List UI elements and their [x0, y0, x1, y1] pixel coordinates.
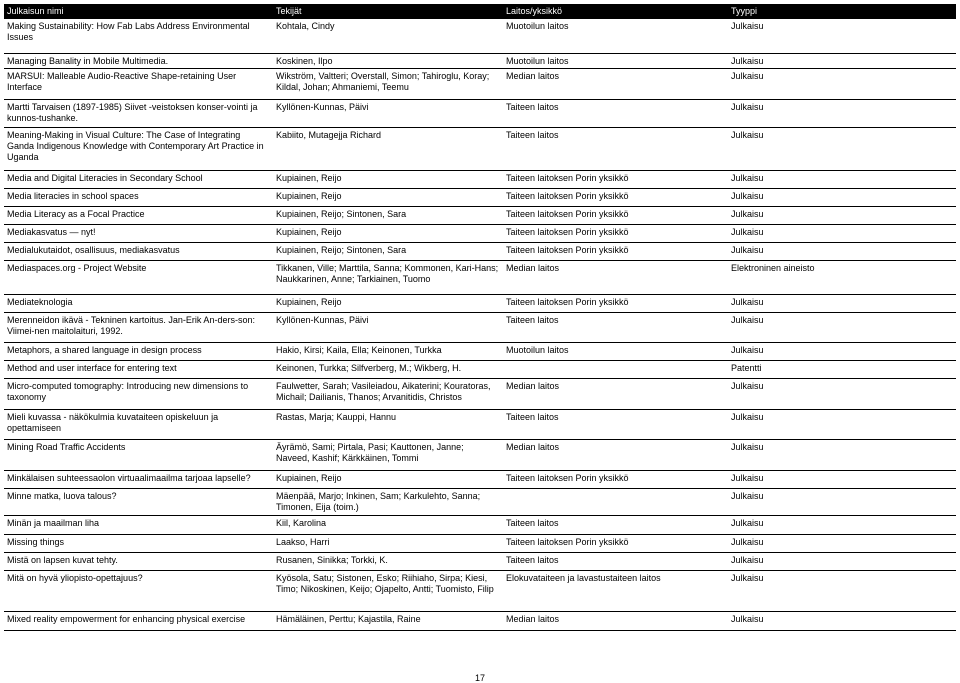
row-title: Mediakasvatus — nyt!	[7, 227, 96, 237]
table-header	[4, 4, 956, 18]
row-unit: Taiteen laitoksen Porin yksikkö	[506, 245, 629, 255]
row-type: Patentti	[731, 363, 762, 373]
row-title: Mistä on lapsen kuvat tehty.	[7, 555, 118, 565]
table-row	[4, 170, 956, 188]
row-unit: Muotoilun laitos	[506, 56, 569, 66]
row-unit: Median laitos	[506, 381, 560, 391]
row-title: Mediaspaces.org - Project Website	[7, 263, 147, 273]
row-unit: Median laitos	[506, 614, 560, 624]
table-row	[4, 342, 956, 360]
row-authors: Mäenpää, Marjo; Inkinen, Sam; Karkulehto, Sanna; Timonen, Eija (toim.)	[276, 491, 481, 512]
row-unit: Taiteen laitoksen Porin yksikkö	[506, 191, 629, 201]
row-type: Julkaisu	[731, 555, 764, 565]
row-unit: Taiteen laitos	[506, 555, 559, 565]
row-type: Elektroninen aineisto	[731, 263, 815, 273]
table-row	[4, 409, 956, 439]
row-unit: Muotoilun laitos	[506, 345, 569, 355]
table-row	[4, 68, 956, 99]
row-authors: Hämäläinen, Perttu; Kajastila, Raine	[276, 614, 421, 624]
table-row	[4, 360, 956, 378]
row-type: Julkaisu	[731, 315, 764, 325]
row-authors: Kyösola, Satu; Sistonen, Esko; Riihiaho, Sirpa; Kiesi, Timo; Nikoskinen, Keijo; Ojapelto, Antti; Tuomisto, Filip	[276, 573, 494, 594]
table-row	[4, 439, 956, 470]
row-type: Julkaisu	[731, 537, 764, 547]
row-authors: Hakio, Kirsi; Kaila, Ella; Keinonen, Turkka	[276, 345, 442, 355]
row-authors: Kabiito, Mutagejja Richard	[276, 130, 382, 140]
table-row	[4, 99, 956, 127]
row-title: Meaning-Making in Visual Culture: The Case of Integrating Ganda Indigenous Knowledge with Contemporary Art Practice in Uganda	[7, 130, 264, 162]
table-row	[4, 294, 956, 312]
row-title: Minän ja maailman liha	[7, 518, 100, 528]
row-title: Minkälaisen suhteessaolon virtuaalimaailma tarjoaa lapselle?	[7, 473, 251, 483]
table-row	[4, 127, 956, 170]
table-row	[4, 206, 956, 224]
row-type: Julkaisu	[731, 573, 764, 583]
table-row	[4, 570, 956, 611]
row-type: Julkaisu	[731, 473, 764, 483]
page-number: 17	[474, 673, 485, 683]
row-unit: Taiteen laitoksen Porin yksikkö	[506, 209, 629, 219]
row-authors: Kyllönen-Kunnas, Päivi	[276, 315, 369, 325]
table-row	[4, 488, 956, 515]
publications-table	[4, 4, 956, 631]
row-unit: Taiteen laitoksen Porin yksikkö	[506, 297, 629, 307]
row-type: Julkaisu	[731, 227, 764, 237]
row-authors: Rastas, Marja; Kauppi, Hannu	[276, 412, 397, 422]
row-authors: Rusanen, Sinikka; Torkki, K.	[276, 555, 388, 565]
row-title: Micro-computed tomography: Introducing new dimensions to taxonomy	[7, 381, 249, 402]
row-title: Missing things	[7, 537, 65, 547]
table-row	[4, 378, 956, 409]
table-row	[4, 18, 956, 53]
row-type: Julkaisu	[731, 173, 764, 183]
row-unit: Muotoilun laitos	[506, 21, 569, 31]
table-row	[4, 242, 956, 260]
row-authors: Kohtala, Cindy	[276, 21, 335, 31]
row-authors: Kyllönen-Kunnas, Päivi	[276, 102, 369, 112]
table-row	[4, 470, 956, 488]
row-authors: Äyrämö, Sami; Pirtala, Pasi; Kauttonen, Janne; Naveed, Kashif; Kärkkäinen, Tommi	[276, 442, 464, 463]
table-row	[4, 260, 956, 294]
header-unit: Laitos/yksikkö	[506, 5, 563, 16]
row-authors: Kupiainen, Reijo	[276, 173, 342, 183]
row-authors: Keinonen, Turkka; Silfverberg, M.; Wikberg, H.	[276, 363, 462, 373]
row-unit: Taiteen laitoksen Porin yksikkö	[506, 173, 629, 183]
row-authors: Kupiainen, Reijo	[276, 227, 342, 237]
row-unit: Elokuvataiteen ja lavastustaiteen laitos	[506, 573, 661, 583]
row-type: Julkaisu	[731, 71, 764, 81]
table-row	[4, 552, 956, 570]
row-authors: Laakso, Harri	[276, 537, 330, 547]
row-type: Julkaisu	[731, 21, 764, 31]
row-title: Mixed reality empowerment for enhancing physical exercise	[7, 614, 246, 624]
row-type: Julkaisu	[731, 130, 764, 140]
table-row	[4, 515, 956, 534]
row-unit	[503, 363, 728, 378]
header-type: Tyyppi	[731, 5, 758, 16]
row-type: Julkaisu	[731, 245, 764, 255]
table-body	[4, 18, 956, 631]
row-type: Julkaisu	[731, 491, 764, 501]
table-row	[4, 312, 956, 342]
row-authors: Faulwetter, Sarah; Vasileiadou, Aikaterini; Kouratoras, Michail; Dailianis, Thanos; Arvanitidis, Christos	[276, 381, 491, 402]
row-unit	[503, 491, 728, 515]
row-type: Julkaisu	[731, 209, 764, 219]
row-authors: Tikkanen, Ville; Marttila, Sanna; Kommonen, Kari-Hans; Naukkarinen, Anne; Tarkiainen, Tuomo	[276, 263, 499, 284]
row-type: Julkaisu	[731, 381, 764, 391]
row-title: Mieli kuvassa - näkökulmia kuvataiteen opiskeluun ja opettamiseen	[7, 412, 219, 433]
row-authors: Kupiainen, Reijo; Sintonen, Sara	[276, 209, 407, 219]
row-authors: Kupiainen, Reijo	[276, 297, 342, 307]
row-type: Julkaisu	[731, 412, 764, 422]
table-row	[4, 53, 956, 68]
row-type: Julkaisu	[731, 297, 764, 307]
row-unit: Taiteen laitos	[506, 130, 559, 140]
row-unit: Median laitos	[506, 71, 560, 81]
table-row	[4, 611, 956, 630]
table-row	[4, 534, 956, 552]
row-title: Metaphors, a shared language in design process	[7, 345, 202, 355]
row-unit: Median laitos	[506, 263, 560, 273]
row-authors: Wikström, Valtteri; Overstall, Simon; Tahiroglu, Koray; Kildal, Johan; Ahmaniemi, Teemu	[276, 71, 490, 92]
row-title: Media and Digital Literacies in Secondary School	[7, 173, 203, 183]
row-type: Julkaisu	[731, 614, 764, 624]
row-title: Minne matka, luova talous?	[7, 491, 117, 501]
row-authors: Kupiainen, Reijo	[276, 191, 342, 201]
row-title: Media Literacy as a Focal Practice	[7, 209, 145, 219]
row-title: Martti Tarvaisen (1897-1985) Siivet -veistoksen konser-vointi ja kunnos-tushanke.	[7, 102, 258, 123]
row-type: Julkaisu	[731, 191, 764, 201]
row-unit: Taiteen laitos	[506, 518, 559, 528]
row-type: Julkaisu	[731, 56, 764, 66]
row-title: Media literacies in school spaces	[7, 191, 139, 201]
table-bottom-rule	[4, 630, 956, 631]
row-title: Mitä on hyvä yliopisto-opettajuus?	[7, 573, 143, 583]
header-authors: Tekijät	[276, 5, 302, 16]
row-unit: Taiteen laitoksen Porin yksikkö	[506, 537, 629, 547]
table-row	[4, 224, 956, 242]
row-type: Julkaisu	[731, 518, 764, 528]
row-unit: Taiteen laitoksen Porin yksikkö	[506, 227, 629, 237]
row-type: Julkaisu	[731, 442, 764, 452]
row-type: Julkaisu	[731, 102, 764, 112]
row-unit: Taiteen laitos	[506, 102, 559, 112]
header-title: Julkaisun nimi	[7, 5, 64, 16]
row-authors: Kiil, Karolina	[276, 518, 327, 528]
row-title: Medialukutaidot, osallisuus, mediakasvatus	[7, 245, 180, 255]
row-authors: Kupiainen, Reijo	[276, 473, 342, 483]
row-type: Julkaisu	[731, 345, 764, 355]
row-unit: Taiteen laitos	[506, 412, 559, 422]
row-authors: Koskinen, Ilpo	[276, 56, 333, 66]
row-title: Merenneidon ikävä - Tekninen kartoitus. Jan-Erik An-ders-son: Viimei-nen maitolaituri, 1992.	[7, 315, 255, 336]
row-title: MARSUI: Malleable Audio-Reactive Shape-retaining User Interface	[7, 71, 237, 92]
row-title: Method and user interface for entering text	[7, 363, 177, 373]
row-title: Mining Road Traffic Accidents	[7, 442, 126, 452]
row-title: Mediateknologia	[7, 297, 73, 307]
row-unit: Median laitos	[506, 442, 560, 452]
row-title: Making Sustainability: How Fab Labs Address Environmental Issues	[7, 21, 250, 42]
row-unit: Taiteen laitos	[506, 315, 559, 325]
row-title: Managing Banality in Mobile Multimedia.	[7, 56, 169, 66]
row-authors: Kupiainen, Reijo; Sintonen, Sara	[276, 245, 407, 255]
table-row	[4, 188, 956, 206]
row-unit: Taiteen laitoksen Porin yksikkö	[506, 473, 629, 483]
